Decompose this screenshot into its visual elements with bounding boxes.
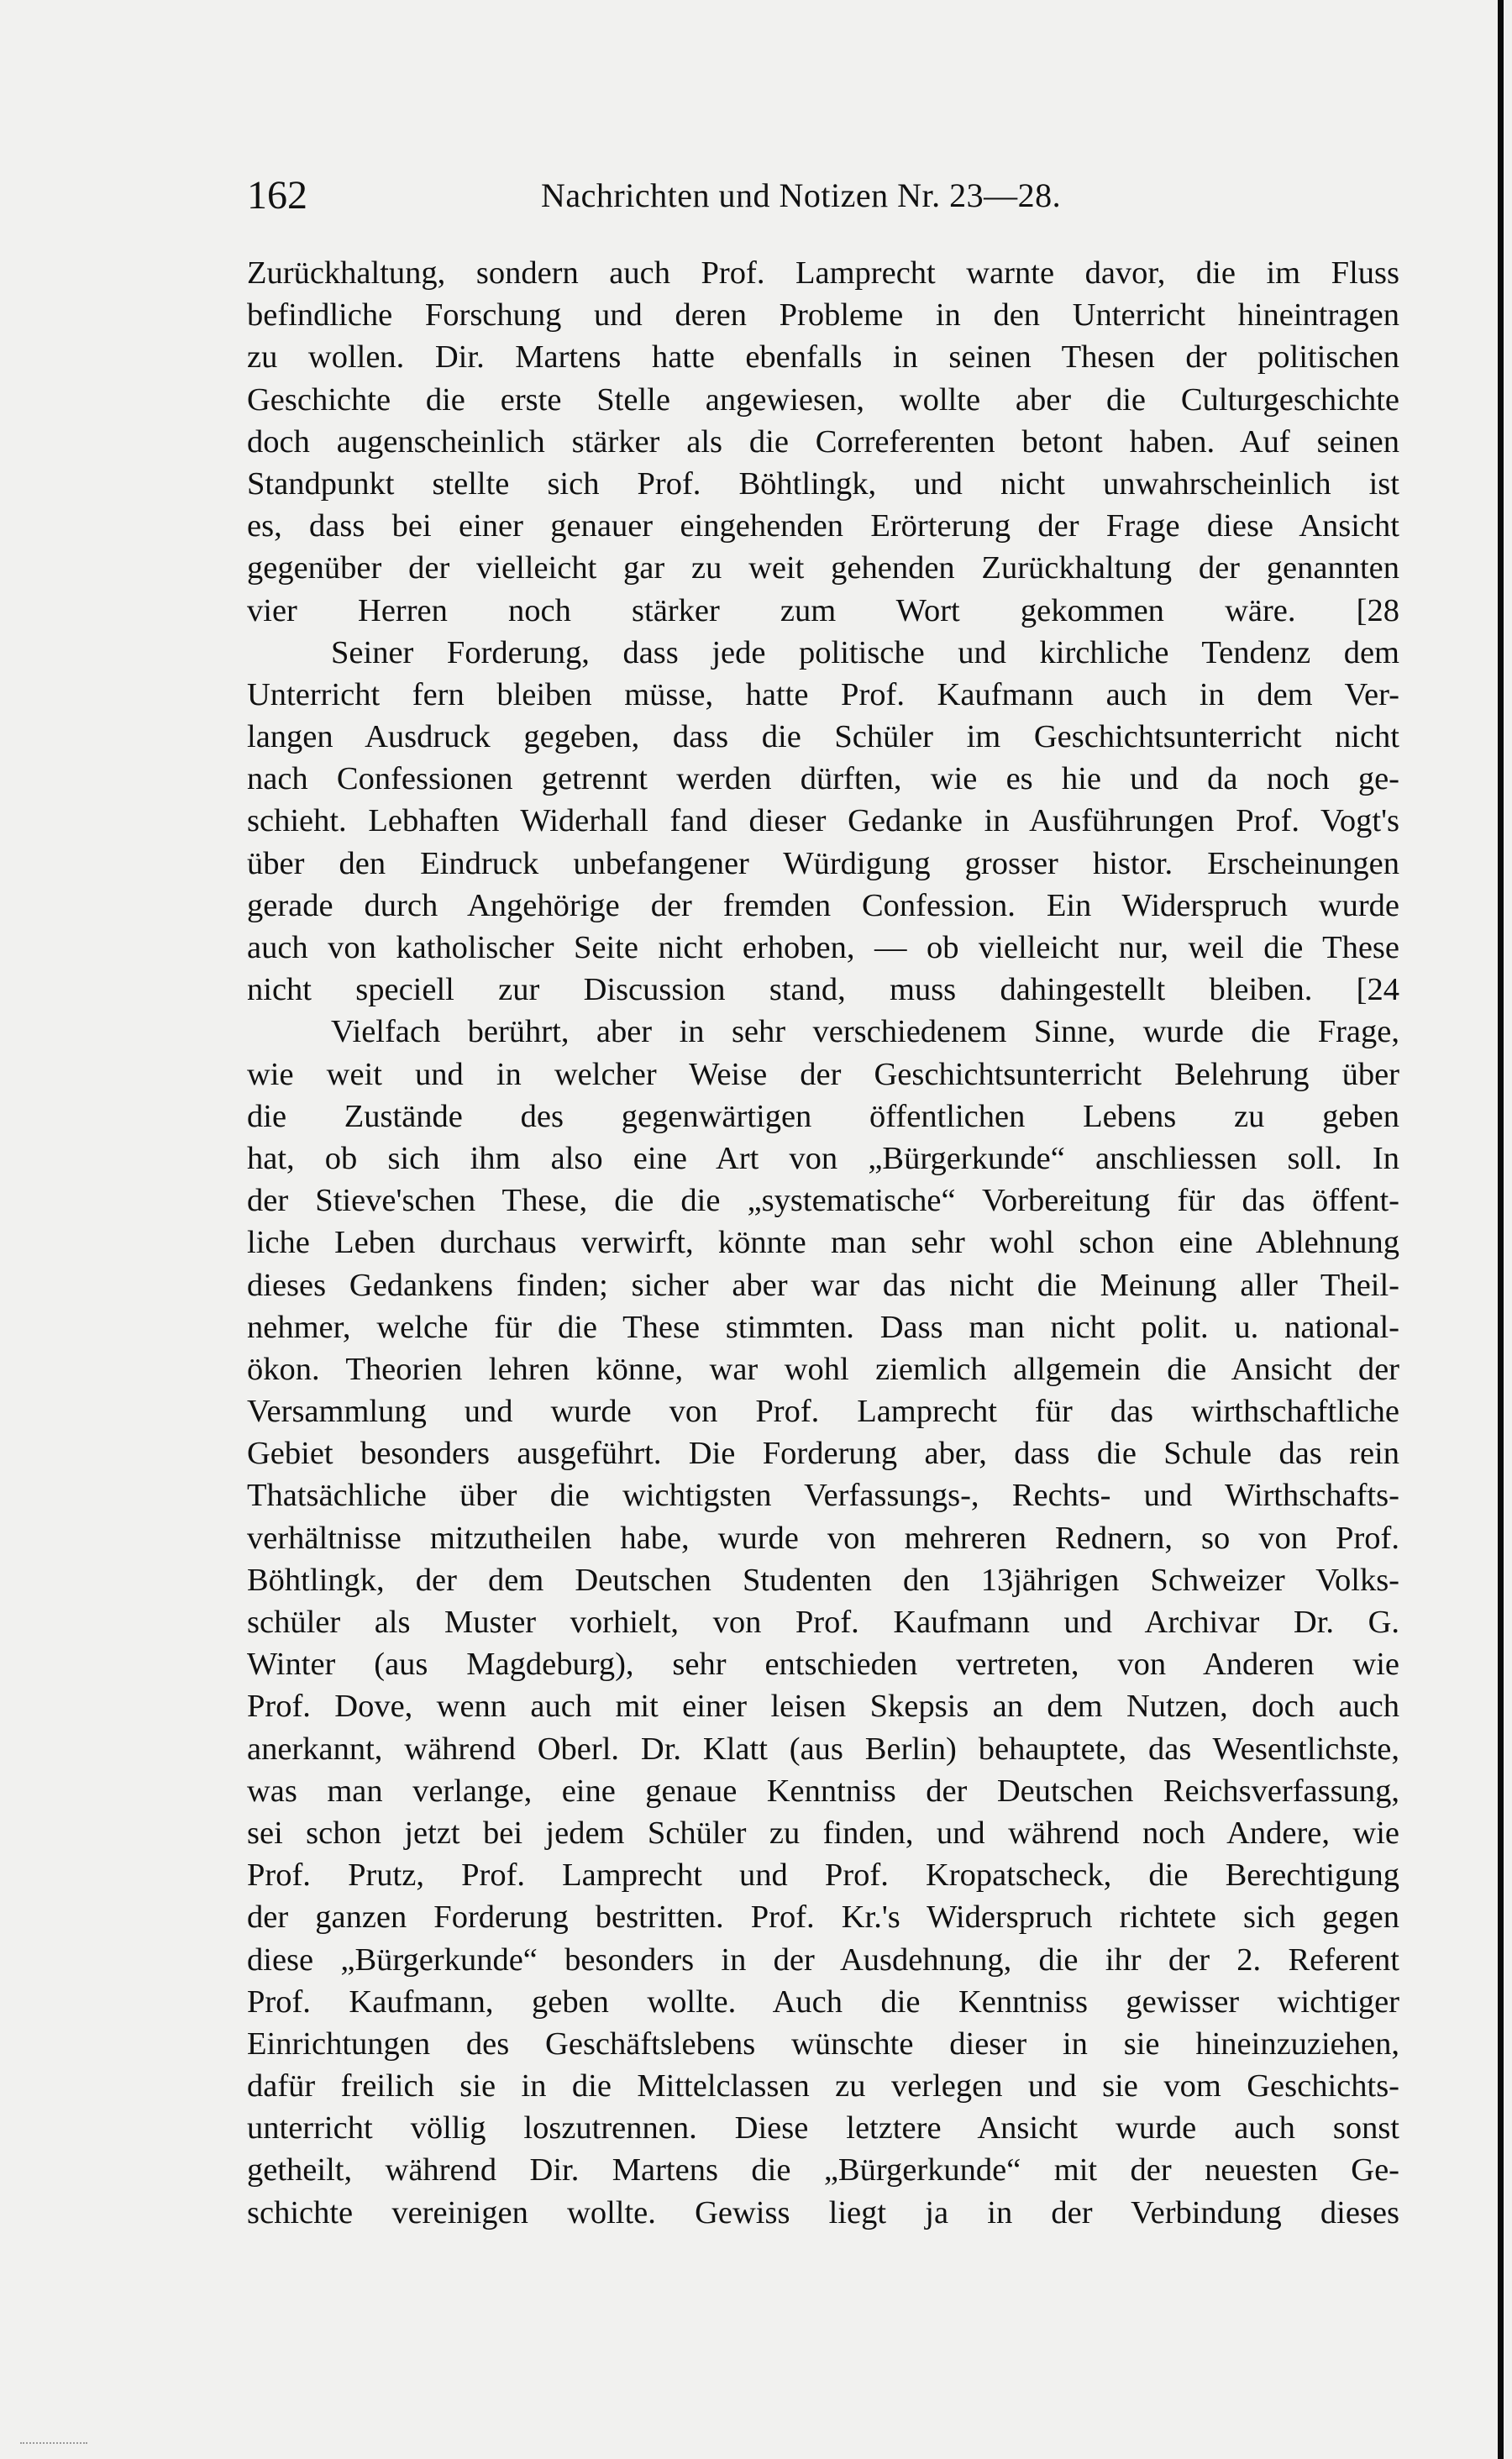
text-line: Seiner Forderung, dass jede politische und kirchliche Tendenz dem (331, 634, 1399, 670)
page-edge-line (1498, 0, 1504, 2459)
text-line: schieht. Lebhaften Widerhall fand dieser Gedanke in Ausführungen Prof. Vogt's (247, 803, 1399, 839)
text-line: diese „Bürgerkunde“ besonders in der Ausdehnung, die ihr der 2. Referent (247, 1941, 1399, 1978)
text-line: Vielfach berührt, aber in sehr verschiedenem Sinne, wurde die Frage, (331, 1014, 1399, 1050)
running-title: Nachrichten und Notizen Nr. 23—28. (541, 176, 1062, 214)
text-line: es, dass bei einer genauer eingehenden Erörterung der Frage diese Ansicht (247, 508, 1399, 544)
text-line: Prof. Kaufmann, geben wollte. Auch die Kenntniss gewisser wichtiger (247, 1983, 1399, 2020)
body-text (247, 252, 1399, 2234)
text-line: der Stieve'schen These, die die „systematische“ Vorbereitung für das öffent- (247, 1183, 1399, 1219)
text-line: der ganzen Forderung bestritten. Prof. Kr.'s Widerspruch richtete sich gegen (247, 1899, 1399, 1936)
text-line: langen Ausdruck gegeben, dass die Schüler im Geschichtsunterricht nicht (247, 719, 1399, 755)
text-line: unterricht völlig loszutrennen. Diese letztere Ansicht wurde auch sonst (247, 2110, 1399, 2146)
text-line: dafür freilich sie in die Mittelclassen zu verlegen und sie vom Geschichts- (247, 2068, 1399, 2104)
text-line: gerade durch Angehörige der fremden Confession. Ein Widerspruch wurde (247, 887, 1399, 923)
text-line: sei schon jetzt bei jedem Schüler zu finden, und während noch Andere, wie (247, 1815, 1399, 1851)
text-line: getheilt, während Dir. Martens die „Bürgerkunde“ mit der neuesten Ge- (247, 2152, 1399, 2188)
text-line: anerkannt, während Oberl. Dr. Klatt (aus Berlin) behauptete, das Wesentlichste, (247, 1731, 1399, 1767)
text-line: Thatsächliche über die wichtigsten Verfassungs-, Rechts- und Wirthschafts- (247, 1478, 1399, 1514)
text-line: die Zustände des gegenwärtigen öffentlichen Lebens zu geben (247, 1098, 1399, 1134)
text-line: wie weit und in welcher Weise der Geschichtsunterricht Belehrung über (247, 1056, 1399, 1092)
text-line: liche Leben durchaus verwirft, könnte man sehr wohl schon eine Ablehnung (247, 1225, 1399, 1261)
text-line: was man verlange, eine genaue Kenntniss der Deutschen Reichsverfassung, (247, 1773, 1399, 1809)
text-line: Standpunkt stellte sich Prof. Böhtlingk, und nicht unwahrscheinlich ist (247, 465, 1399, 502)
text-line: befindliche Forschung und deren Probleme in den Unterricht hineintragen (247, 297, 1399, 334)
text-line: schichte vereinigen wollte. Gewiss liegt ja in der Verbindung dieses (247, 2194, 1399, 2230)
text-line: Unterricht fern bleiben müsse, hatte Prof. Kaufmann auch in dem Ver- (247, 676, 1399, 712)
text-line: Zurückhaltung, sondern auch Prof. Lamprecht warnte davor, die im Fluss (247, 255, 1399, 291)
text-line: Versammlung und wurde von Prof. Lamprecht für das wirthschaftliche (247, 1394, 1399, 1430)
text-line: auch von katholischer Seite nicht erhoben, — ob vielleicht nur, weil die These (247, 930, 1399, 965)
text-line: ökon. Theorien lehren könne, war wohl ziemlich allgemein die Ansicht der (247, 1351, 1399, 1387)
text-line: nach Confessionen getrennt werden dürften, wie es hie und da noch ge- (247, 761, 1399, 797)
text-line: hat, ob sich ihm also eine Art von „Bürgerkunde“ anschliessen soll. In (247, 1140, 1399, 1176)
text-line: Geschichte die erste Stelle angewiesen, wollte aber die Culturgeschichte (247, 381, 1399, 418)
text-line: dieses Gedankens finden; sicher aber war das nicht die Meinung aller Theil- (247, 1267, 1399, 1303)
text-line: über den Eindruck unbefangener Würdigung grosser histor. Erscheinungen (247, 845, 1399, 881)
scan-edge-marks (20, 2442, 87, 2446)
text-line: Gebiet besonders ausgeführt. Die Forderung aber, dass die Schule das rein (247, 1436, 1399, 1472)
text-line: Prof. Prutz, Prof. Lamprecht und Prof. Kropatscheck, die Berechtigung (247, 1857, 1399, 1894)
page-header (247, 166, 1399, 225)
text-line: nehmer, welche für die These stimmten. Dass man nicht polit. u. national- (247, 1309, 1399, 1345)
text-line: doch augenscheinlich stärker als die Correferenten betont haben. Auf seinen (247, 423, 1399, 460)
text-line: schüler als Muster vorhielt, von Prof. Kaufmann und Archivar Dr. G. (247, 1605, 1399, 1640)
text-line: Einrichtungen des Geschäftslebens wünschte dieser in sie hineinzuziehen, (247, 2026, 1399, 2062)
text-line: zu wollen. Dir. Martens hatte ebenfalls in seinen Thesen der politischen (247, 339, 1399, 376)
text-line: gegenüber der vielleicht gar zu weit gehenden Zurückhaltung der genannten (247, 550, 1399, 586)
text-line: verhältnisse mitzutheilen habe, wurde von mehreren Rednern, so von Prof. (247, 1520, 1399, 1556)
page-number: 162 (247, 173, 307, 218)
text-line: vier Herren noch stärker zum Wort gekommen wäre. [28 (247, 592, 1399, 628)
text-line: Prof. Dove, wenn auch mit einer leisen Skepsis an dem Nutzen, doch auch (247, 1689, 1399, 1725)
text-line: nicht speciell zur Discussion stand, muss dahingestellt bleiben. [24 (247, 972, 1399, 1008)
text-line: Böhtlingk, der dem Deutschen Studenten den 13jährigen Schweizer Volks- (247, 1562, 1399, 1598)
text-line: Winter (aus Magdeburg), sehr entschieden vertreten, von Anderen wie (247, 1647, 1399, 1683)
